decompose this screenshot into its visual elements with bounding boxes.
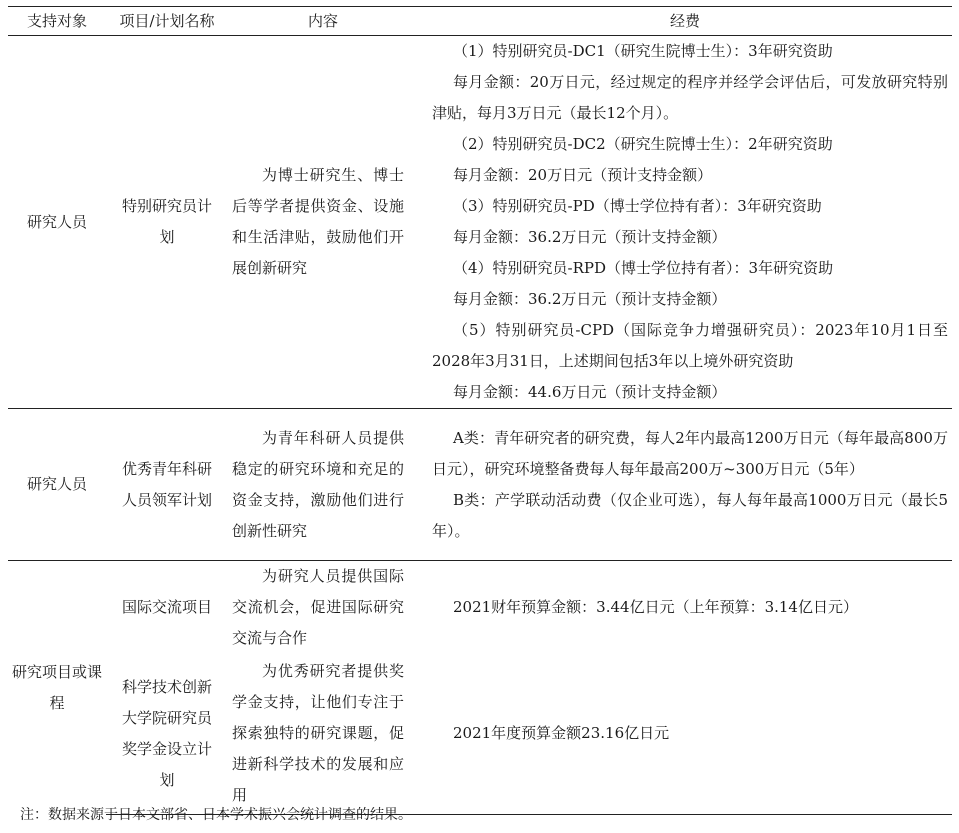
row-funding: [418, 409, 952, 561]
row-content: [228, 36, 418, 409]
funding-line: （2）特别研究员-DC2（研究生院博士生）：2年研究资助: [453, 135, 833, 153]
funding-line: （5）特别研究员-CPD（国际竞争力增强研究员）：2023年10月1日至2028年3月31日，上述期间包括3年以上境外研究资助: [432, 321, 948, 370]
funding-line: 2021财年预算金额：3.44亿日元（上年预算：3.14亿日元）: [453, 598, 858, 616]
funding-line: B类：产学联动活动费（仅企业可选），每人每年最高1000万日元（最长5年）。: [432, 490, 948, 540]
header-target: 支持对象: [8, 7, 106, 36]
row-project: 优秀青年科研人员领军计划: [106, 409, 228, 561]
row-funding: [418, 561, 952, 655]
table-row: [8, 409, 952, 561]
funding-line: 每月金额：20万日元，经过规定的程序并经学会评估后，可发放研究特别津贴，每月3万日元（最长12个月）。: [432, 73, 948, 122]
row-content-text: 为博士研究生、博士后等学者提供资金、设施和生活津贴，鼓励他们开展创新研究: [232, 166, 404, 277]
header-project: 项目/计划名称: [106, 7, 228, 36]
row-content-text: 为研究人员提供国际交流机会，促进国际研究交流与合作: [232, 567, 404, 647]
funding-line: 每月金额：20万日元（预计支持金额）: [453, 166, 713, 184]
row-content-text: 为优秀研究者提供奖学金支持，让他们专注于探索独特的研究课题，促进新科学技术的发展和应用: [232, 662, 404, 805]
row-content: [228, 409, 418, 561]
header-content: 内容: [228, 7, 418, 36]
row-project: 科学技术创新大学院研究员奖学金设立计划: [106, 654, 228, 814]
funding-line: 每月金额：36.2万日元（预计支持金额）: [453, 290, 727, 308]
table-note: 注：数据来源于日本文部省、日本学术振兴会统计调查的结果。: [20, 807, 412, 823]
table-row: [8, 561, 952, 655]
row-project: 特别研究员计划: [106, 36, 228, 409]
table-header-row: [8, 7, 952, 36]
support-programs-table: [8, 6, 952, 815]
funding-line: 2021年度预算金额23.16亿日元: [453, 724, 670, 743]
row-project: 国际交流项目: [121, 598, 212, 616]
funding-line: （4）特别研究员-RPD（博士学位持有者）：3年研究资助: [453, 259, 834, 277]
row-content: [228, 654, 418, 814]
row-target: 研究人员: [8, 409, 106, 561]
row-content: [228, 561, 418, 655]
funding-line: 每月金额：36.2万日元（预计支持金额）: [453, 228, 727, 246]
row-target: 研究项目或课程: [11, 662, 102, 712]
row-funding: [418, 654, 952, 814]
funding-line: （3）特别研究员-PD（博士学位持有者）：3年研究资助: [453, 197, 822, 215]
funding-line: A类：青年研究者的研究费，每人2年内最高1200万日元（每年最高800万日元），研究环境整备费每人每年最高200万~300万日元（5年）: [432, 428, 948, 478]
row-target: 研究人员: [8, 36, 106, 409]
funding-line: （1）特别研究员-DC1（研究生院博士生）：3年研究资助: [453, 42, 833, 60]
table-row: [8, 654, 952, 814]
header-funding: 经费: [418, 7, 952, 36]
funding-line: 每月金额：44.6万日元（预计支持金额）: [453, 383, 727, 401]
row-content-text: 为青年科研人员提供稳定的研究环境和充足的资金支持，激励他们进行创新性研究: [232, 428, 404, 540]
row-funding: [418, 36, 952, 409]
table-row: [8, 36, 952, 409]
